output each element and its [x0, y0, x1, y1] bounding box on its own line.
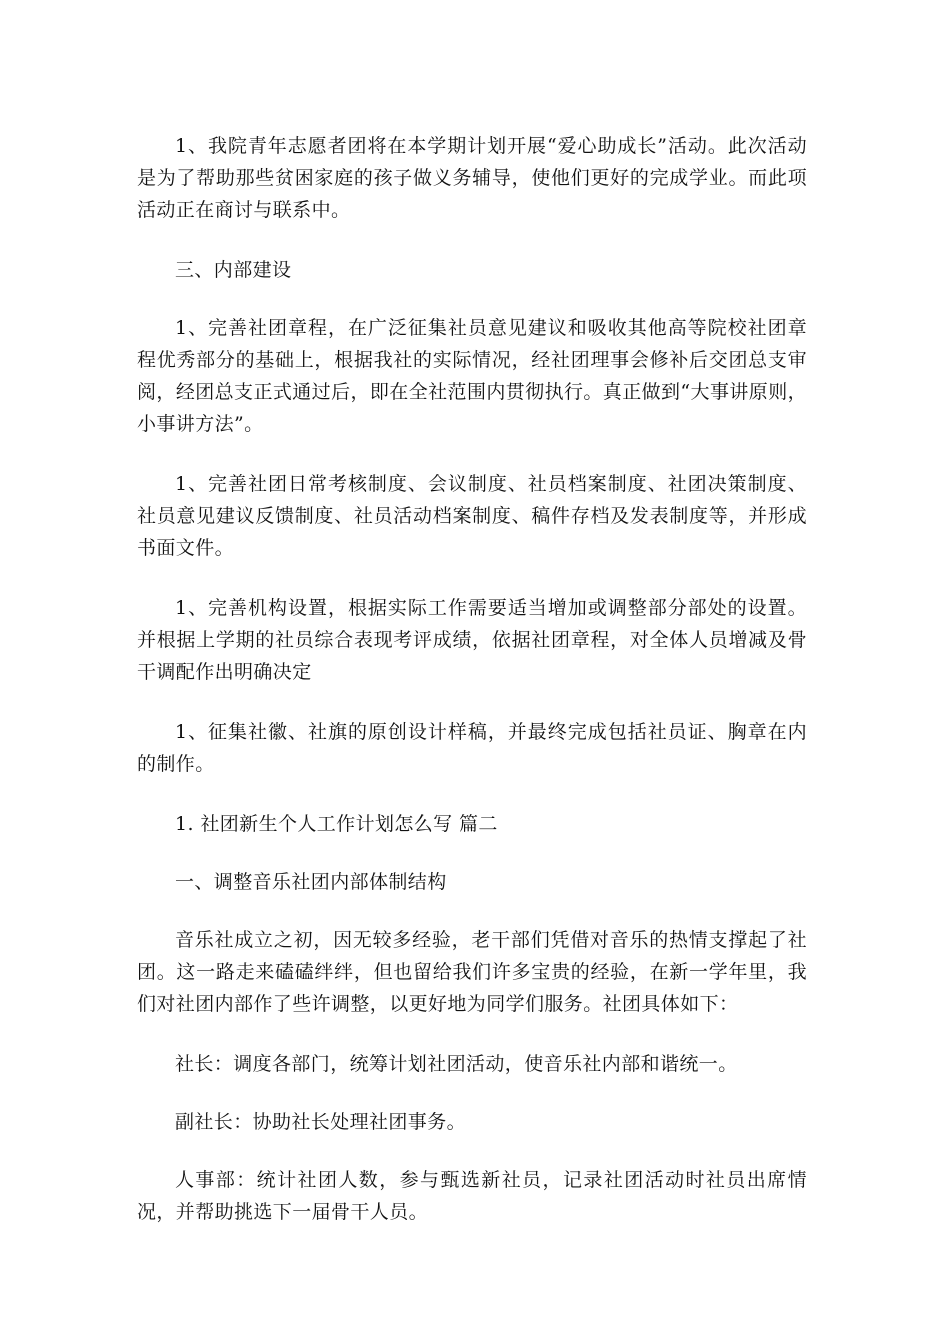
paragraph-assessment-system: 1、完善社团日常考核制度、会议制度、社员档案制度、社团决策制度、社员意见建议反馈制度、社员活动档案制度、稿件存档及发表制度等，并形成书面文件。	[137, 473, 807, 559]
paragraph-emblem-design: 1、征集社徽、社旗的原创设计样稿，并最终完成包括社员证、胸章在内的制作。	[137, 721, 807, 775]
paragraph-organization-setup: 1、完善机构设置，根据实际工作需要适当增加或调整部分部处的设置。并根据上学期的社员综合表现考评成绩，依据社团章程，对全体人员增减及骨干调配作出明确决定	[137, 597, 807, 683]
paragraph-vice-president-role: 副社长：协助社长处理社团事务。	[175, 1111, 467, 1133]
paragraph-hr-department-role: 人事部：统计社团人数，参与甄选新社员，记录社团活动时社员出席情况，并帮助挑选下一届骨干人员。	[137, 1169, 807, 1223]
paragraph-president-role: 社长：调度各部门，统筹计划社团活动，使音乐社内部和谐统一。	[175, 1053, 738, 1075]
section-title: 1. 社团新生个人工作计划怎么写 篇二	[175, 813, 498, 835]
paragraph-music-club-history: 音乐社成立之初，因无较多经验，老干部们凭借对音乐的热情支撑起了社团。这一路走来磕磕绊绊，但也留给我们许多宝贵的经验，在新一学年里，我们对社团内部作了些许调整，以更好地为同学们服务。社团具体如下：	[137, 929, 807, 1015]
paragraph-club-charter: 1、完善社团章程，在广泛征集社员意见建议和吸收其他高等院校社团章程优秀部分的基础上，根据我社的实际情况，经社团理事会修补后交团总支审阅，经团总支正式通过后，即在全社范围内贯彻执行。真正做到“大事讲原则，小事讲方法”。	[137, 317, 807, 435]
heading-internal-construction: 三、内部建设	[175, 259, 292, 281]
document-body	[137, 130, 807, 1256]
heading-adjust-structure: 一、调整音乐社团内部体制结构	[175, 871, 447, 893]
paragraph-volunteer-activity: 1、我院青年志愿者团将在本学期计划开展“爱心助成长”活动。此次活动是为了帮助那些贫困家庭的孩子做义务辅导，使他们更好的完成学业。而此项活动正在商讨与联系中。	[137, 135, 807, 221]
